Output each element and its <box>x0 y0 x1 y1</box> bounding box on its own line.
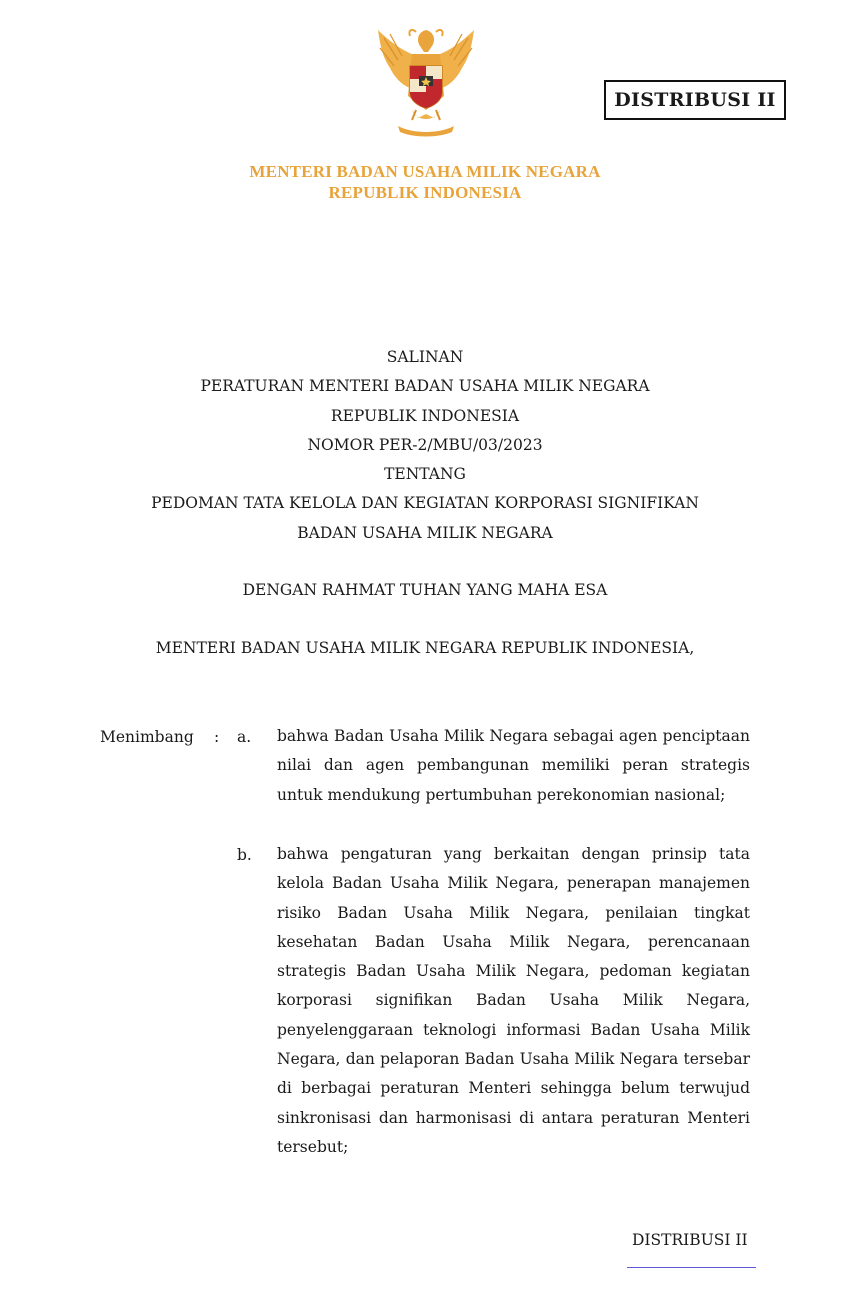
ministry-heading-line1: MENTERI BADAN USAHA MILIK NEGARA <box>249 162 601 181</box>
footer-distribution-label: DISTRIBUSI II <box>632 1231 748 1249</box>
ministry-heading-line2: REPUBLIK INDONESIA <box>328 183 522 202</box>
consideration-text-b: bahwa pengaturan yang berkaitan dengan prinsip tata kelola Badan Usaha Milik Negara, penerapan manajemen risiko Badan Usaha Milik Negara, penilaian tingkat kesehatan Badan Usaha Milik Negara, perencanaan strategis Badan Usaha Milik Negara, pedoman kegiatan korporasi signifikan Badan Usaha Milik Negara, penyelenggaraan teknologi informasi Badan Usaha Milik Negara, dan pelaporan Badan Usaha Milik Negara tersebar di berbagai peraturan Menteri sehingga belum terwujud sinkronisasi dan harmonisasi di antara peraturan Menteri tersebut; <box>277 845 750 1156</box>
distribution-label-box: DISTRIBUSI II <box>604 80 786 120</box>
regulation-country: REPUBLIK INDONESIA <box>330 406 520 425</box>
consideration-text-a: bahwa Badan Usaha Milik Negara sebagai agen penciptaan nilai dan agen pembangunan memiliki peran strategis untuk mendukung pertumbuhan perekonomian nasional; <box>277 727 750 804</box>
considerations-colon: : <box>214 728 220 746</box>
regulation-title-block <box>0 343 850 548</box>
regulation-type: PERATURAN MENTERI BADAN USAHA MILIK NEGARA <box>200 377 650 396</box>
copy-label: SALINAN <box>386 348 464 366</box>
consideration-letter-b: b. <box>237 846 252 864</box>
regulation-about-label: TENTANG <box>384 465 466 484</box>
regulation-subject-line2: BADAN USAHA MILIK NEGARA <box>297 523 553 542</box>
regulation-number: NOMOR PER-2/MBU/03/2023 <box>307 435 543 454</box>
garuda-emblem-icon <box>372 26 480 138</box>
preamble-minister: MENTERI BADAN USAHA MILIK NEGARA REPUBLIK INDONESIA, <box>155 639 695 657</box>
footer-underline <box>627 1267 756 1268</box>
regulation-subject-line1: PEDOMAN TATA KELOLA DAN KEGIATAN KORPORASI SIGNIFIKAN <box>151 494 699 513</box>
consideration-letter-a: a. <box>237 728 252 746</box>
preamble-grace: DENGAN RAHMAT TUHAN YANG MAHA ESA <box>242 581 608 599</box>
considerations-label: Menimbang <box>100 728 194 746</box>
